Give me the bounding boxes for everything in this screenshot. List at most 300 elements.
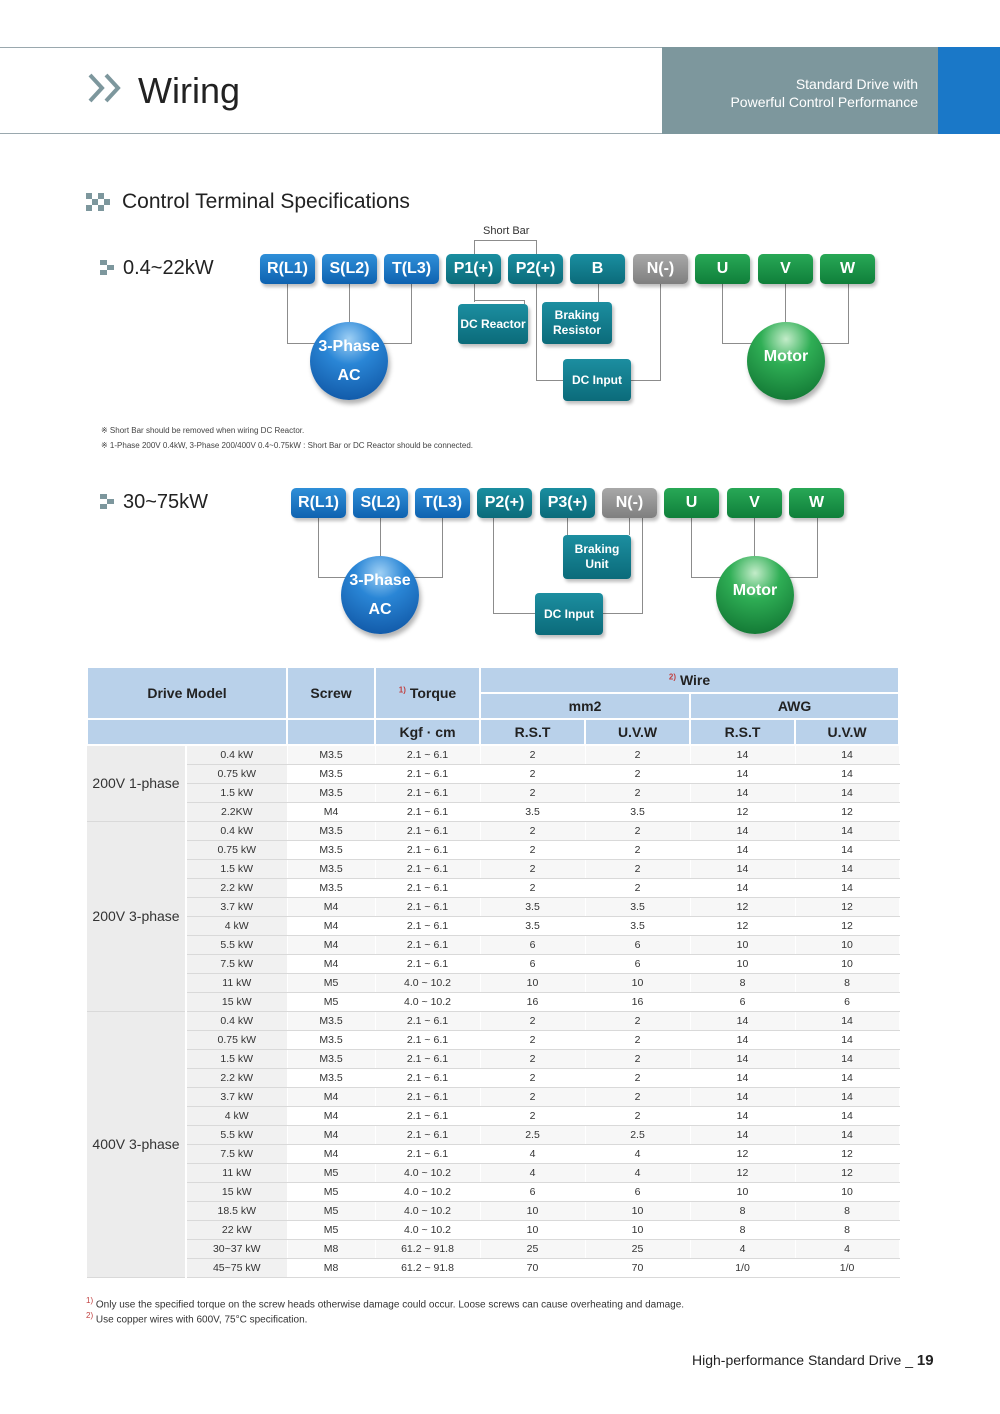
screw-cell: M3.5 — [287, 764, 375, 783]
mm2-rst-cell: 2 — [480, 745, 585, 764]
awg-rst-cell: 14 — [690, 1106, 795, 1125]
header-bottom-line — [0, 133, 662, 134]
screw-cell: M4 — [287, 935, 375, 954]
spec-table — [86, 666, 900, 1278]
mm2-rst-cell: 2 — [480, 1087, 585, 1106]
capacity-cell: 0.75 kW — [186, 1030, 287, 1049]
mm2-rst-cell: 10 — [480, 1201, 585, 1220]
capacity-cell: 3.7 kW — [186, 897, 287, 916]
capacity-cell: 0.4 kW — [186, 1011, 287, 1030]
awg-uvw-cell: 8 — [795, 1201, 899, 1220]
mm2-uvw-cell: 2 — [585, 840, 690, 859]
mm2-rst-cell: 6 — [480, 1182, 585, 1201]
dc-input-box: DC Input — [535, 593, 603, 635]
terminal-r-l1: R(L1) — [291, 488, 346, 518]
torque-cell: 2.1 ~ 6.1 — [375, 935, 480, 954]
mm2-rst-cell: 2 — [480, 1030, 585, 1049]
table-row — [87, 1220, 899, 1239]
wire-line — [787, 577, 818, 578]
mm2-uvw-cell: 10 — [585, 1201, 690, 1220]
drive-group-label: 400V 3-phase — [87, 1011, 186, 1277]
torque-cell: 2.1 ~ 6.1 — [375, 840, 480, 859]
torque-cell: 4.0 ~ 10.2 — [375, 1182, 480, 1201]
mm2-rst-cell: 70 — [480, 1258, 585, 1277]
awg-rst-cell: 8 — [690, 1201, 795, 1220]
diagram1-label: 0.4~22kW — [123, 257, 214, 279]
torque-cell: 2.1 ~ 6.1 — [375, 1087, 480, 1106]
awg-rst-cell: 12 — [690, 802, 795, 821]
header-kgf: Kgf · cm — [375, 719, 480, 745]
awg-rst-cell: 14 — [690, 821, 795, 840]
mm2-uvw-cell: 2 — [585, 1049, 690, 1068]
screw-cell: M4 — [287, 1144, 375, 1163]
header-torque — [375, 667, 480, 719]
mm2-uvw-cell: 2 — [585, 1068, 690, 1087]
awg-rst-cell: 10 — [690, 935, 795, 954]
awg-uvw-cell: 14 — [795, 1030, 899, 1049]
braking-unit-box — [563, 535, 631, 579]
bullet-icon — [100, 494, 114, 510]
wire-line — [660, 284, 661, 381]
ac-line-2: AC — [368, 601, 392, 618]
ac-line-1: 3-Phase — [318, 338, 380, 355]
table-row — [87, 973, 899, 992]
mm2-rst-cell: 2 — [480, 878, 585, 897]
terminal-r-l1: R(L1) — [260, 254, 315, 284]
table-row — [87, 1049, 899, 1068]
capacity-cell: 18.5 kW — [186, 1201, 287, 1220]
mm2-rst-cell: 2.5 — [480, 1125, 585, 1144]
capacity-cell: 3.7 kW — [186, 1087, 287, 1106]
short-bar-line — [474, 240, 475, 254]
awg-rst-cell: 14 — [690, 745, 795, 764]
torque-cell: 2.1 ~ 6.1 — [375, 916, 480, 935]
capacity-cell: 4 kW — [186, 1106, 287, 1125]
mm2-uvw-cell: 3.5 — [585, 897, 690, 916]
wire-line — [380, 518, 381, 558]
table-row — [87, 992, 899, 1011]
wire-line — [603, 613, 643, 614]
table-row — [87, 1144, 899, 1163]
torque-cell: 2.1 ~ 6.1 — [375, 802, 480, 821]
awg-uvw-cell: 14 — [795, 1087, 899, 1106]
terminal-w: W — [789, 488, 844, 518]
wire-footnote-mark: 2) — [668, 672, 677, 682]
dc-reactor-box: DC Reactor — [458, 304, 528, 344]
capacity-cell: 1.5 kW — [186, 1049, 287, 1068]
awg-uvw-cell: 14 — [795, 1106, 899, 1125]
screw-cell: M3.5 — [287, 878, 375, 897]
terminal-p2: P2(+) — [477, 488, 532, 518]
terminal-w: W — [820, 254, 875, 284]
braking-unit-line-2: Unit — [585, 557, 609, 571]
mm2-rst-cell: 10 — [480, 1220, 585, 1239]
torque-cell: 4.0 ~ 10.2 — [375, 1220, 480, 1239]
screw-cell: M3.5 — [287, 840, 375, 859]
double-chevron-icon — [86, 72, 126, 104]
capacity-cell: 1.5 kW — [186, 783, 287, 802]
mm2-uvw-cell: 2 — [585, 878, 690, 897]
screw-cell: M3.5 — [287, 783, 375, 802]
screw-cell: M5 — [287, 1182, 375, 1201]
torque-cell: 2.1 ~ 6.1 — [375, 1068, 480, 1087]
awg-uvw-cell: 14 — [795, 821, 899, 840]
header-mm2-uvw: U.V.W — [585, 719, 690, 745]
capacity-cell: 45~75 kW — [186, 1258, 287, 1277]
wire-line — [722, 343, 754, 344]
screw-cell: M4 — [287, 802, 375, 821]
header-mm2-rst: R.S.T — [480, 719, 585, 745]
banner-line-1: Standard Drive with — [795, 76, 918, 92]
terminal-p1: P1(+) — [446, 254, 501, 284]
mm2-rst-cell: 3.5 — [480, 802, 585, 821]
torque-cell: 4.0 ~ 10.2 — [375, 1201, 480, 1220]
table-row — [87, 1011, 899, 1030]
table-row — [87, 916, 899, 935]
torque-cell: 2.1 ~ 6.1 — [375, 821, 480, 840]
awg-uvw-cell: 6 — [795, 992, 899, 1011]
table-row — [87, 859, 899, 878]
header-screw-blank — [287, 719, 375, 745]
mm2-uvw-cell: 2.5 — [585, 1125, 690, 1144]
terminal-t-l3: T(L3) — [415, 488, 470, 518]
wire-line — [629, 518, 630, 535]
torque-cell: 2.1 ~ 6.1 — [375, 954, 480, 973]
mm2-rst-cell: 2 — [480, 1049, 585, 1068]
screw-cell: M4 — [287, 1087, 375, 1106]
mm2-uvw-cell: 2 — [585, 1030, 690, 1049]
awg-rst-cell: 14 — [690, 1030, 795, 1049]
capacity-cell: 2.2 kW — [186, 878, 287, 897]
short-bar-line — [474, 240, 536, 241]
mm2-uvw-cell: 2 — [585, 859, 690, 878]
wire-line — [349, 284, 350, 324]
page-number: 19 — [916, 1352, 934, 1369]
three-phase-ac-circle — [341, 556, 419, 634]
header-wire — [480, 667, 899, 693]
braking-line-1: Braking — [554, 308, 600, 322]
mm2-rst-cell: 2 — [480, 859, 585, 878]
terminal-p2: P2(+) — [508, 254, 563, 284]
mm2-uvw-cell: 25 — [585, 1239, 690, 1258]
terminal-v: V — [727, 488, 782, 518]
awg-uvw-cell: 10 — [795, 935, 899, 954]
ac-line-1: 3-Phase — [349, 572, 411, 589]
awg-uvw-cell: 14 — [795, 1049, 899, 1068]
page-footer — [692, 1352, 934, 1369]
header-awg-uvw: U.V.W — [795, 719, 899, 745]
awg-uvw-cell: 1/0 — [795, 1258, 899, 1277]
awg-rst-cell: 12 — [690, 916, 795, 935]
mm2-rst-cell: 6 — [480, 935, 585, 954]
terminal-t-l3: T(L3) — [384, 254, 439, 284]
checker-icon — [86, 193, 112, 213]
footnote-1-mark: 1) — [86, 1296, 94, 1305]
footnote-2 — [86, 1311, 307, 1325]
mm2-rst-cell: 2 — [480, 764, 585, 783]
page-title: Wiring — [138, 70, 241, 111]
screw-cell: M3.5 — [287, 821, 375, 840]
table-row — [87, 897, 899, 916]
screw-cell: M3.5 — [287, 1049, 375, 1068]
torque-cell: 2.1 ~ 6.1 — [375, 878, 480, 897]
awg-uvw-cell: 14 — [795, 1068, 899, 1087]
mm2-uvw-cell: 2 — [585, 783, 690, 802]
mm2-uvw-cell: 10 — [585, 973, 690, 992]
awg-uvw-cell: 12 — [795, 897, 899, 916]
table-row — [87, 1087, 899, 1106]
torque-cell: 2.1 ~ 6.1 — [375, 745, 480, 764]
terminal-u: U — [664, 488, 719, 518]
motor-circle: Motor — [747, 322, 825, 400]
wire-line — [642, 518, 643, 614]
dc-input-box: DC Input — [563, 359, 631, 401]
ac-line-2: AC — [337, 367, 361, 384]
table-row — [87, 1201, 899, 1220]
header-screw: Screw — [287, 667, 375, 719]
awg-uvw-cell: 12 — [795, 802, 899, 821]
awg-uvw-cell: 12 — [795, 1144, 899, 1163]
screw-cell: M3.5 — [287, 859, 375, 878]
wire-line — [785, 284, 786, 324]
awg-rst-cell: 14 — [690, 840, 795, 859]
screw-cell: M5 — [287, 1201, 375, 1220]
header-model-blank — [87, 719, 287, 745]
screw-cell: M4 — [287, 1106, 375, 1125]
screw-cell: M5 — [287, 1220, 375, 1239]
awg-uvw-cell: 12 — [795, 916, 899, 935]
diagram2-label: 30~75kW — [123, 491, 209, 513]
wire-line — [848, 284, 849, 344]
screw-cell: M5 — [287, 973, 375, 992]
mm2-rst-cell: 3.5 — [480, 916, 585, 935]
footnote-1-text: Only use the specified torque on the screw heads otherwise damage could occur. Loose screws can cause overheating and damage. — [95, 1299, 685, 1311]
mm2-rst-cell: 6 — [480, 954, 585, 973]
mm2-uvw-cell: 4 — [585, 1144, 690, 1163]
table-row — [87, 1163, 899, 1182]
screw-cell: M4 — [287, 897, 375, 916]
awg-rst-cell: 6 — [690, 992, 795, 1011]
awg-rst-cell: 10 — [690, 954, 795, 973]
table-row — [87, 935, 899, 954]
torque-cell: 2.1 ~ 6.1 — [375, 764, 480, 783]
awg-uvw-cell: 14 — [795, 859, 899, 878]
three-phase-ac-circle — [310, 322, 388, 400]
torque-cell: 4.0 ~ 10.2 — [375, 973, 480, 992]
wire-line — [754, 518, 755, 558]
awg-uvw-cell: 14 — [795, 840, 899, 859]
header-drive-model: Drive Model — [87, 667, 287, 719]
awg-uvw-cell: 14 — [795, 878, 899, 897]
braking-resistor-box — [542, 302, 612, 344]
screw-cell: M4 — [287, 1125, 375, 1144]
capacity-cell: 0.75 kW — [186, 764, 287, 783]
screw-cell: M3.5 — [287, 1030, 375, 1049]
mm2-uvw-cell: 2 — [585, 1106, 690, 1125]
wire-line — [287, 284, 288, 344]
header-mm2: mm2 — [480, 693, 690, 719]
capacity-cell: 5.5 kW — [186, 1125, 287, 1144]
mm2-uvw-cell: 2 — [585, 764, 690, 783]
wire-line — [567, 518, 568, 535]
drive-group-label: 200V 1-phase — [87, 745, 186, 821]
table-row — [87, 783, 899, 802]
torque-cell: 2.1 ~ 6.1 — [375, 897, 480, 916]
table-row — [87, 840, 899, 859]
mm2-rst-cell: 10 — [480, 973, 585, 992]
awg-uvw-cell: 10 — [795, 954, 899, 973]
screw-cell: M5 — [287, 992, 375, 1011]
wire-line — [691, 577, 723, 578]
footnote-1 — [86, 1296, 684, 1310]
awg-rst-cell: 14 — [690, 859, 795, 878]
screw-cell: M3.5 — [287, 1068, 375, 1087]
mm2-rst-cell: 3.5 — [480, 897, 585, 916]
mm2-uvw-cell: 3.5 — [585, 916, 690, 935]
capacity-cell: 2.2 kW — [186, 1068, 287, 1087]
motor-circle: Motor — [716, 556, 794, 634]
table-row — [87, 954, 899, 973]
torque-footnote-mark: 1) — [398, 685, 406, 695]
awg-rst-cell: 14 — [690, 783, 795, 802]
wire-line — [474, 300, 524, 301]
terminal-n: N(-) — [633, 254, 688, 284]
header-top-line — [0, 47, 662, 48]
mm2-uvw-cell: 2 — [585, 745, 690, 764]
mm2-rst-cell: 25 — [480, 1239, 585, 1258]
banner-line-2: Powerful Control Performance — [730, 94, 918, 110]
wire-line — [411, 284, 412, 344]
header-awg-rst: R.S.T — [690, 719, 795, 745]
footnote-2-mark: 2) — [86, 1311, 94, 1320]
screw-cell: M5 — [287, 1163, 375, 1182]
capacity-cell: 7.5 kW — [186, 1144, 287, 1163]
torque-cell: 4.0 ~ 10.2 — [375, 1163, 480, 1182]
braking-line-2: Resistor — [552, 323, 602, 337]
capacity-cell: 7.5 kW — [186, 954, 287, 973]
terminal-p3: P3(+) — [540, 488, 595, 518]
awg-uvw-cell: 8 — [795, 973, 899, 992]
capacity-cell: 0.75 kW — [186, 840, 287, 859]
table-row — [87, 1030, 899, 1049]
wire-line — [536, 380, 564, 381]
mm2-uvw-cell: 70 — [585, 1258, 690, 1277]
torque-cell: 61.2 ~ 91.8 — [375, 1239, 480, 1258]
terminal-s-l2: S(L2) — [353, 488, 408, 518]
mm2-uvw-cell: 6 — [585, 1182, 690, 1201]
capacity-cell: 5.5 kW — [186, 935, 287, 954]
screw-cell: M8 — [287, 1258, 375, 1277]
torque-cell: 2.1 ~ 6.1 — [375, 1049, 480, 1068]
torque-cell: 2.1 ~ 6.1 — [375, 859, 480, 878]
capacity-cell: 0.4 kW — [186, 745, 287, 764]
mm2-uvw-cell: 6 — [585, 954, 690, 973]
bullet-icon — [100, 260, 114, 276]
header-banner — [662, 47, 938, 134]
drive-group-label: 200V 3-phase — [87, 821, 186, 1011]
awg-uvw-cell: 14 — [795, 1011, 899, 1030]
terminal-b: B — [570, 254, 625, 284]
capacity-cell: 22 kW — [186, 1220, 287, 1239]
awg-rst-cell: 14 — [690, 878, 795, 897]
diagram-note-1: ※ Short Bar should be removed when wiring DC Reactor. — [101, 426, 305, 435]
awg-rst-cell: 1/0 — [690, 1258, 795, 1277]
table-row — [87, 1239, 899, 1258]
awg-rst-cell: 14 — [690, 1068, 795, 1087]
wire-line — [722, 284, 723, 344]
torque-cell: 2.1 ~ 6.1 — [375, 1125, 480, 1144]
capacity-cell: 0.4 kW — [186, 821, 287, 840]
wire-line — [493, 518, 494, 614]
terminal-v: V — [758, 254, 813, 284]
braking-unit-line-1: Braking — [574, 542, 620, 556]
capacity-cell: 15 kW — [186, 1182, 287, 1201]
wire-line — [536, 284, 537, 381]
capacity-cell: 4 kW — [186, 916, 287, 935]
awg-uvw-cell: 14 — [795, 783, 899, 802]
screw-cell: M3.5 — [287, 745, 375, 764]
wire-line — [818, 343, 849, 344]
torque-cell: 2.1 ~ 6.1 — [375, 1011, 480, 1030]
awg-rst-cell: 12 — [690, 1163, 795, 1182]
wire-line — [598, 284, 599, 302]
spec-table-body — [87, 745, 899, 1277]
awg-rst-cell: 14 — [690, 1049, 795, 1068]
mm2-rst-cell: 2 — [480, 783, 585, 802]
table-row — [87, 1258, 899, 1277]
mm2-rst-cell: 2 — [480, 821, 585, 840]
awg-uvw-cell: 14 — [795, 745, 899, 764]
table-row — [87, 1182, 899, 1201]
mm2-rst-cell: 2 — [480, 1106, 585, 1125]
mm2-uvw-cell: 3.5 — [585, 802, 690, 821]
mm2-rst-cell: 4 — [480, 1144, 585, 1163]
short-bar-line — [536, 240, 537, 254]
awg-rst-cell: 14 — [690, 1011, 795, 1030]
wire-line — [318, 518, 319, 578]
table-row — [87, 764, 899, 783]
header-awg: AWG — [690, 693, 899, 719]
mm2-rst-cell: 2 — [480, 840, 585, 859]
awg-rst-cell: 10 — [690, 1182, 795, 1201]
mm2-uvw-cell: 2 — [585, 821, 690, 840]
mm2-uvw-cell: 10 — [585, 1220, 690, 1239]
mm2-uvw-cell: 2 — [585, 1087, 690, 1106]
awg-uvw-cell: 14 — [795, 764, 899, 783]
wire-line — [691, 518, 692, 578]
screw-cell: M4 — [287, 954, 375, 973]
awg-rst-cell: 8 — [690, 973, 795, 992]
screw-cell: M4 — [287, 916, 375, 935]
mm2-rst-cell: 16 — [480, 992, 585, 1011]
awg-rst-cell: 12 — [690, 897, 795, 916]
wire-line — [631, 380, 661, 381]
capacity-cell: 1.5 kW — [186, 859, 287, 878]
awg-uvw-cell: 14 — [795, 1125, 899, 1144]
torque-cell: 2.1 ~ 6.1 — [375, 783, 480, 802]
header-accent-block — [938, 47, 1000, 134]
capacity-cell: 11 kW — [186, 973, 287, 992]
table-row — [87, 745, 899, 764]
screw-cell: M3.5 — [287, 1011, 375, 1030]
table-row — [87, 1106, 899, 1125]
torque-cell: 61.2 ~ 91.8 — [375, 1258, 480, 1277]
awg-rst-cell: 14 — [690, 1125, 795, 1144]
awg-rst-cell: 4 — [690, 1239, 795, 1258]
capacity-cell: 30~37 kW — [186, 1239, 287, 1258]
diagram-note-2: ※ 1-Phase 200V 0.4kW, 3-Phase 200/400V 0.4~0.75kW : Short Bar or DC Reactor should be connected. — [101, 441, 474, 450]
awg-uvw-cell: 4 — [795, 1239, 899, 1258]
